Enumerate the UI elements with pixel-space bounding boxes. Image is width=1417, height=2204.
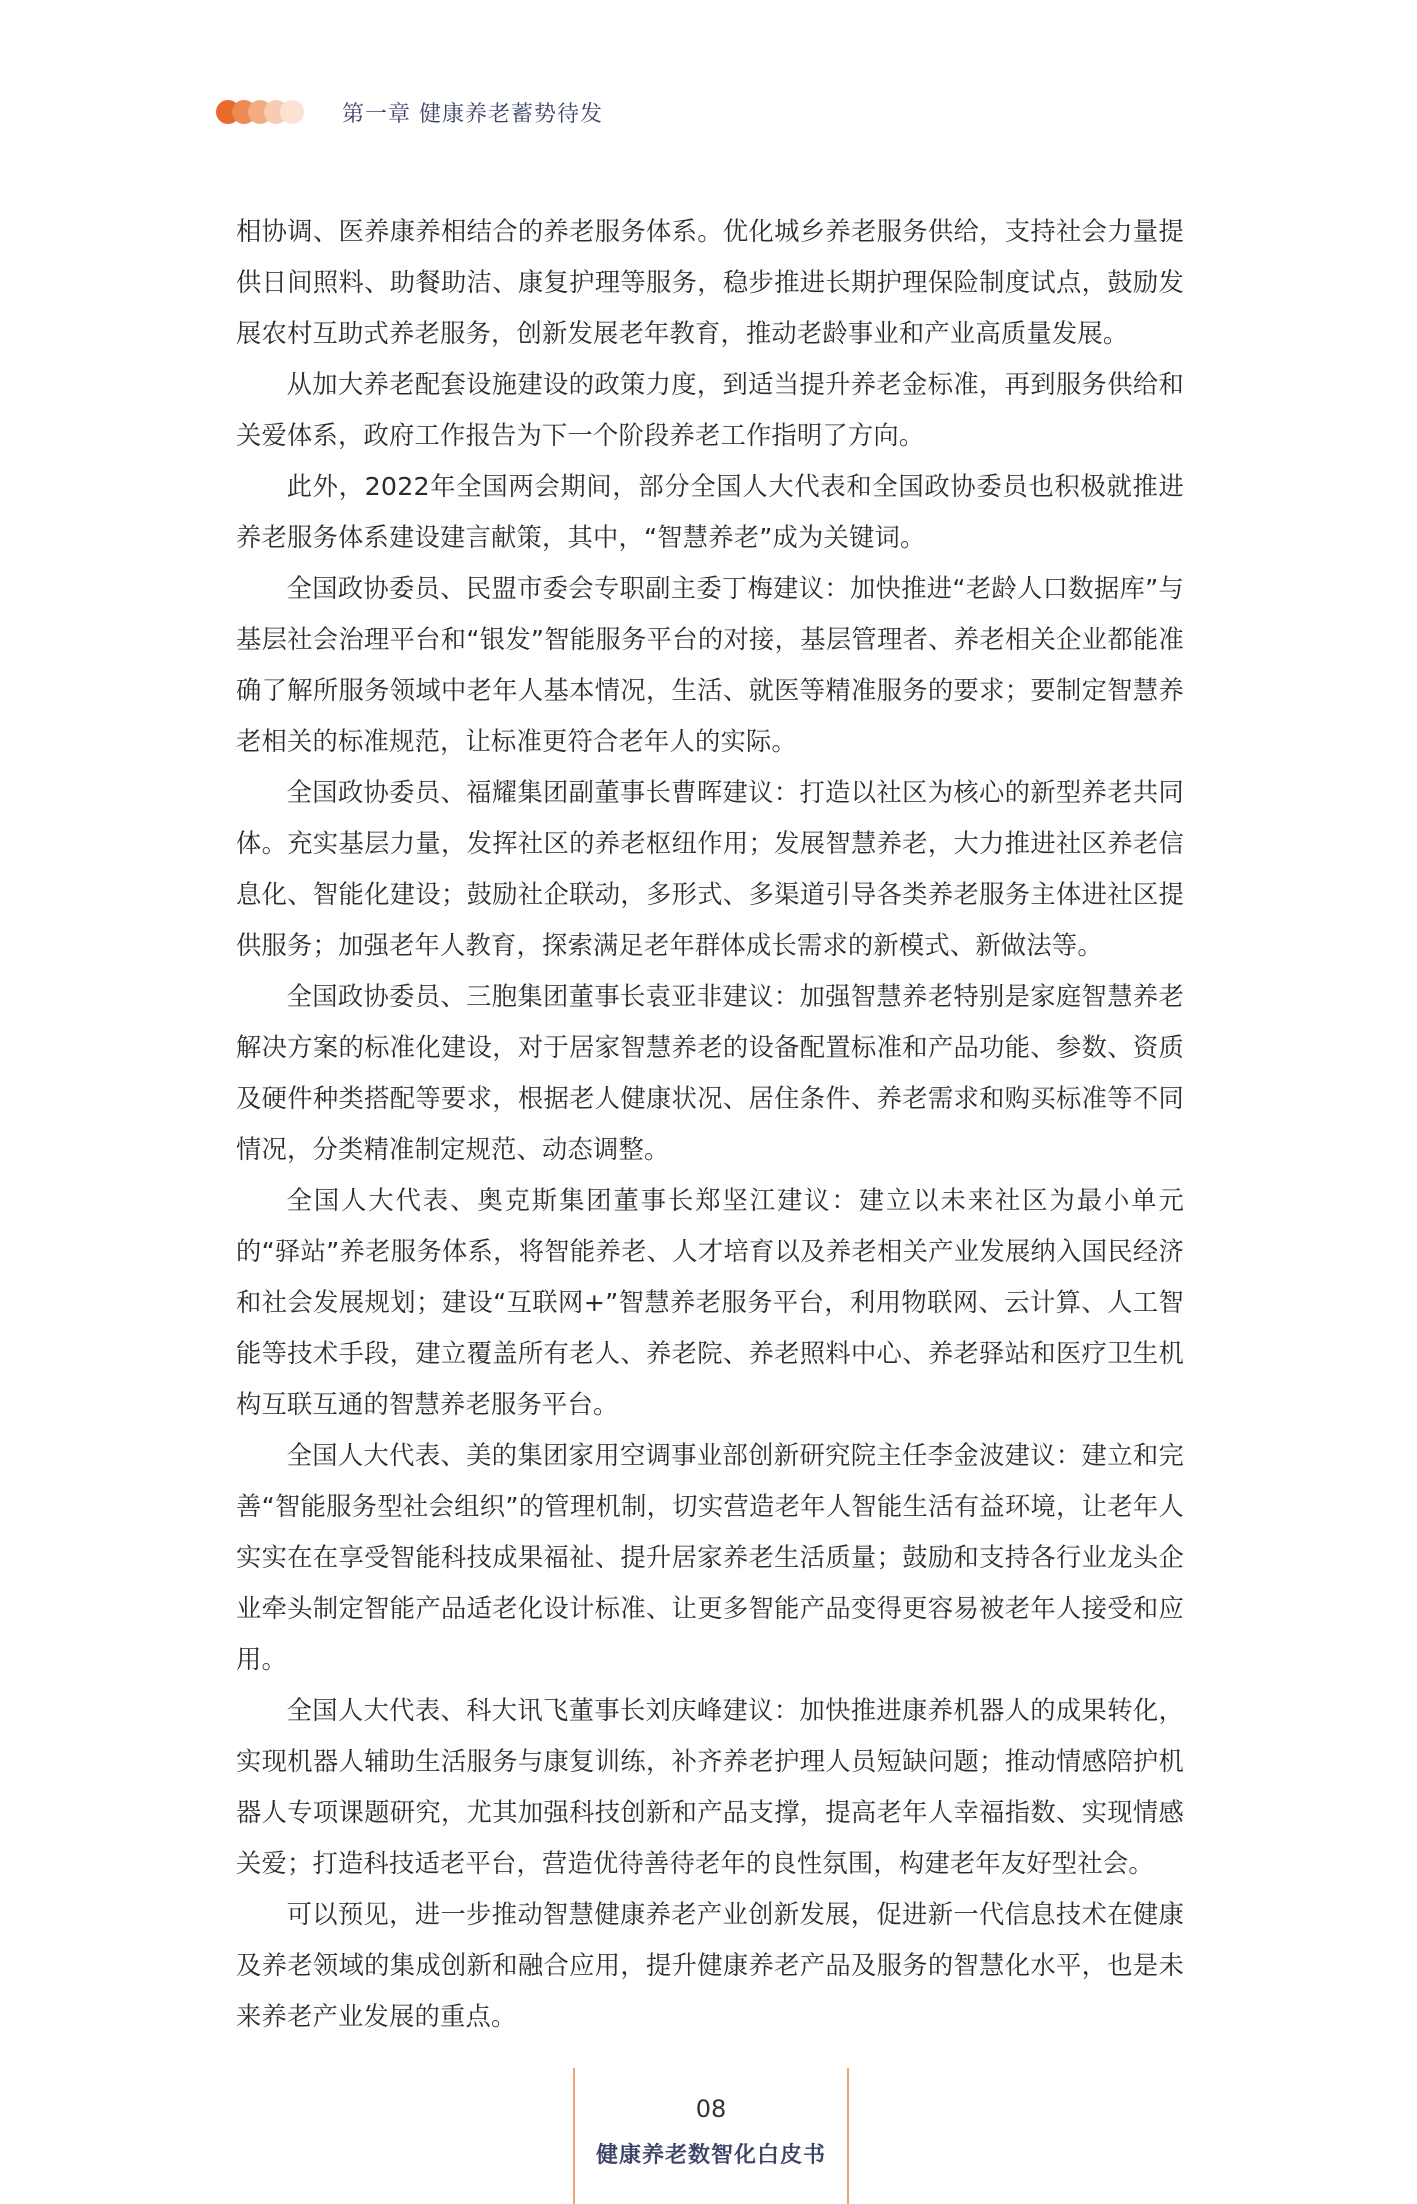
chapter-title: 第一章 健康养老蓄势待发	[342, 101, 603, 127]
paragraph-5: 全国政协委员、福耀集团副董事长曹晖建议：打造以社区为核心的新型养老共同体。充实基层力量，发挥社区的养老枢纽作用；发展智慧养老，大力推进社区养老信息化、智能化建设；鼓励社企联动，多形式、多渠道引导各类养老服务主体进社区提供服务；加强老年人教育，探索满足老年群体成长需求的新模式、新做法等。	[236, 778, 1184, 960]
paragraph-2: 从加大养老配套设施建设的政策力度，到适当提升养老金标准，再到服务供给和关爱体系，政府工作报告为下一个阶段养老工作指明了方向。	[236, 370, 1184, 450]
paragraph-4: 全国政协委员、民盟市委会专职副主委丁梅建议：加快推进“老龄人口数据库”与基层社会治理平台和“银发”智能服务平台的对接，基层管理者、养老相关企业都能准确了解所服务领域中老年人基本情况，生活、就医等精准服务的要求；要制定智慧养老相关的标准规范，让标准更符合老年人的实际。	[236, 574, 1184, 756]
decorative-dots-icon	[216, 98, 298, 126]
dot-5	[280, 100, 304, 124]
paragraph-8: 全国人大代表、美的集团家用空调事业部创新研究院主任李金波建议：建立和完善“智能服务型社会组织”的管理机制，切实营造老年人智能生活有益环境，让老年人实实在在享受智能科技成果福祉、提升居家养老生活质量；鼓励和支持各行业龙头企业牵头制定智能产品适老化设计标准、让更多智能产品变得更容易被老年人接受和应用。	[236, 1441, 1184, 1674]
page-footer	[573, 2068, 849, 2204]
page-header	[216, 96, 603, 128]
paragraph-1: 相协调、医养康养相结合的养老服务体系。优化城乡养老服务供给，支持社会力量提供日间照料、助餐助洁、康复护理等服务，稳步推进长期护理保险制度试点，鼓励发展农村互助式养老服务，创新发展老年教育，推动老龄事业和产业高质量发展。	[236, 217, 1184, 348]
paragraph-9: 全国人大代表、科大讯飞董事长刘庆峰建议：加快推进康养机器人的成果转化，实现机器人辅助生活服务与康复训练，补齐养老护理人员短缺问题；推动情感陪护机器人专项课题研究，尤其加强科技创新和产品支撑，提高老年人幸福指数、实现情感关爱；打造科技适老平台，营造优待善待老年的良性氛围，构建老年友好型社会。	[236, 1696, 1184, 1878]
paragraph-6: 全国政协委员、三胞集团董事长袁亚非建议：加强智慧养老特别是家庭智慧养老解决方案的标准化建设，对于居家智慧养老的设备配置标准和产品功能、参数、资质及硬件种类搭配等要求，根据老人健康状况、居住条件、养老需求和购买标准等不同情况，分类精准制定规范、动态调整。	[236, 982, 1184, 1164]
paragraph-7: 全国人大代表、奥克斯集团董事长郑坚江建议：建立以未来社区为最小单元的“驿站”养老服务体系，将智能养老、人才培育以及养老相关产业发展纳入国民经济和社会发展规划；建设“互联网+”智慧养老服务平台，利用物联网、云计算、人工智能等技术手段，建立覆盖所有老人、养老院、养老照料中心、养老驿站和医疗卫生机构互联互通的智慧养老服务平台。	[236, 1186, 1184, 1419]
page-number: 08	[695, 2095, 727, 2123]
paragraph-10: 可以预见，进一步推动智慧健康养老产业创新发展，促进新一代信息技术在健康及养老领域的集成创新和融合应用，提升健康养老产品及服务的智慧化水平，也是未来养老产业发展的重点。	[236, 1900, 1184, 2031]
paragraph-3: 此外，2022年全国两会期间，部分全国人大代表和全国政协委员也积极就推进养老服务体系建设建言献策，其中，“智慧养老”成为关键词。	[236, 472, 1184, 552]
body-text	[236, 206, 1184, 2042]
book-title: 健康养老数智化白皮书	[595, 2143, 826, 2168]
